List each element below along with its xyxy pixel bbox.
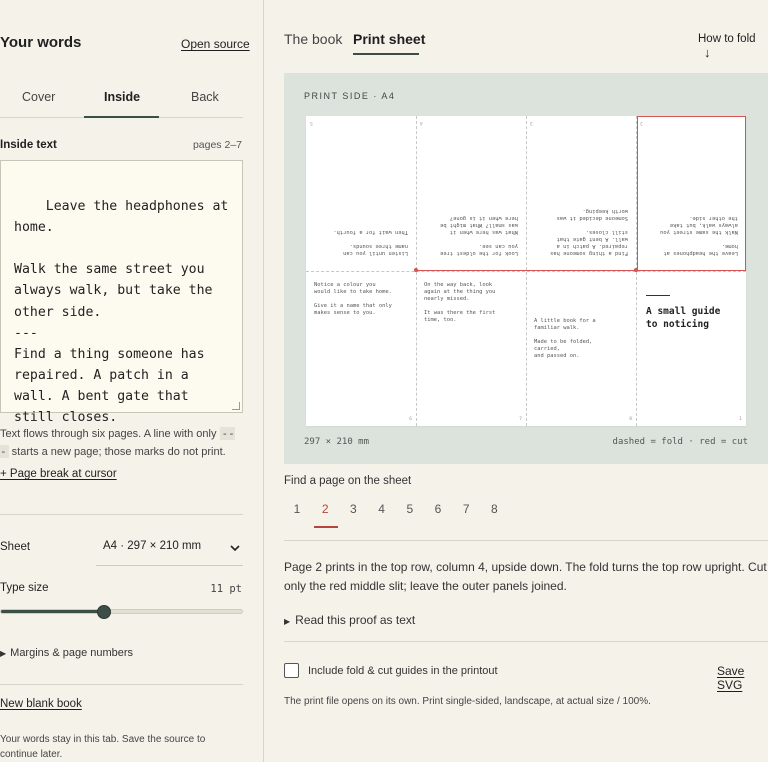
sheet-panel-page-5[interactable]: Listen until you can name three sounds. Then wait for a fourth. 5 — [310, 120, 408, 256]
page-break-code: --- — [0, 427, 235, 458]
page-button-4[interactable]: 4 — [378, 502, 385, 516]
cover-rule — [646, 295, 670, 296]
inside-text-value: Leave the headphones at home. Walk the same street you always walk, but take the other side. --- Find a thing someone has repaired. A patch in a wall. A bent gate that still closes. — [14, 199, 229, 426]
type-size-slider[interactable] — [0, 609, 243, 614]
sheet-title: PRINT SIDE · A4 — [304, 91, 396, 101]
read-proof-toggle[interactable]: ▶ Read this proof as text — [284, 613, 416, 627]
sheet-panel-page-6[interactable]: Notice a colour you would like to take home. Give it a name that only makes sense to you. 6 — [314, 282, 412, 422]
editor-panel — [0, 0, 264, 762]
type-size-value: 11 pt — [210, 583, 242, 595]
active-page-indicator — [314, 526, 338, 528]
tab-print-sheet[interactable]: Print sheet — [353, 31, 426, 47]
slider-thumb[interactable] — [97, 605, 111, 619]
triangle-right-icon: ▶ — [0, 649, 7, 658]
page-button-2[interactable]: 2 — [321, 502, 329, 516]
sheet-dims: 297 × 210 mm — [304, 437, 370, 447]
pages-range: pages 2–7 — [192, 139, 242, 151]
footer-note: Your words stay in this tab. Save the source to continue later. — [0, 734, 206, 760]
arrow-down-icon: ↓ — [704, 45, 711, 60]
divider — [284, 540, 768, 541]
active-tab-indicator — [84, 116, 159, 118]
type-size-label: Type size — [0, 582, 49, 594]
include-guides-label: Include fold & cut guides in the printout — [308, 665, 498, 677]
tab-inside[interactable]: Inside — [104, 90, 141, 104]
page-button-7[interactable]: 7 — [462, 502, 470, 516]
chevron-down-icon — [230, 544, 240, 552]
tab-back[interactable]: Back — [191, 90, 219, 104]
new-blank-book-button[interactable]: New blank book — [0, 698, 82, 710]
sheet-select-value: A4 · 297 × 210 mm — [103, 540, 202, 552]
print-note: The print file opens on its own. Print single-sided, landscape, at actual size / 100%. — [284, 696, 651, 707]
sheet-panel-page-4[interactable]: Look for the oldest tree you can see. What was here when it was small? What might be here when it is gone? 4 — [420, 120, 518, 256]
include-guides-checkbox[interactable] — [284, 663, 299, 678]
save-svg-button[interactable]: Save SVG — [717, 664, 745, 692]
sheet-select[interactable] — [96, 533, 243, 566]
page-button-5[interactable]: 5 — [406, 502, 414, 516]
page-location-description: Page 2 prints in the top row, column 4, upside down. The fold turns the top row upright. Cut only the red middle slit; leave the outer panels joined. — [284, 560, 767, 593]
open-source-link[interactable]: Open source — [181, 37, 250, 51]
page-button-8[interactable]: 8 — [491, 502, 498, 516]
sheet-panel-page-3[interactable]: Find a thing someone has repaired. A patch in a wall. A bent gate that still closes. Someone decided it was worth keeping. 3 — [530, 120, 628, 256]
inside-text-input[interactable] — [0, 160, 243, 426]
page-break-button[interactable]: + Page break at cursor — [0, 468, 117, 480]
cut-endpoint — [414, 268, 418, 272]
tab-the-book[interactable]: The book — [284, 31, 343, 47]
page-button-1[interactable]: 1 — [293, 502, 301, 516]
cover-title: A small guide to noticing — [646, 306, 721, 330]
panel-title: Your words — [0, 34, 82, 51]
find-page-label: Find a page on the sheet — [284, 475, 412, 487]
page-button-6[interactable]: 6 — [434, 502, 442, 516]
print-sheet — [306, 116, 746, 426]
divider — [0, 514, 243, 515]
resize-handle-icon[interactable] — [232, 402, 240, 410]
inside-text-label: Inside text — [0, 139, 57, 151]
sheet-panel-page-1[interactable]: A small guide to noticing 1 — [636, 271, 746, 426]
sheet-panel-page-2[interactable]: Leave the headphones at home. Walk the same street you always walk, but take the other side. 2 — [640, 120, 738, 256]
sheet-legend: dashed = fold · red = cut — [612, 437, 748, 447]
divider — [0, 684, 243, 685]
fold-line — [306, 271, 746, 272]
tab-cover[interactable]: Cover — [22, 90, 56, 104]
triangle-right-icon: ▶ — [284, 617, 291, 626]
active-tab-indicator — [353, 53, 419, 55]
slider-fill — [1, 610, 105, 613]
divider — [284, 641, 768, 642]
sheet-label: Sheet — [0, 541, 31, 553]
sheet-panel-page-8[interactable]: A little book for a familiar walk. Made to be folded, carried, and passed on. 8 — [534, 318, 632, 422]
highlighted-page-outline — [637, 116, 746, 271]
sheet-panel-page-7[interactable]: On the way back, look again at the thing you nearly missed. It was there the first time, too. 7 — [424, 282, 522, 422]
help-text: Text flows through six pages. A line with only --- starts a new page; those marks do not print. — [0, 427, 235, 458]
how-to-fold-button[interactable]: How to fold ↓ — [698, 33, 756, 60]
cut-line — [416, 270, 636, 271]
margins-toggle[interactable]: ▶ Margins & page numbers — [0, 647, 134, 659]
page-button-3[interactable]: 3 — [350, 502, 357, 516]
